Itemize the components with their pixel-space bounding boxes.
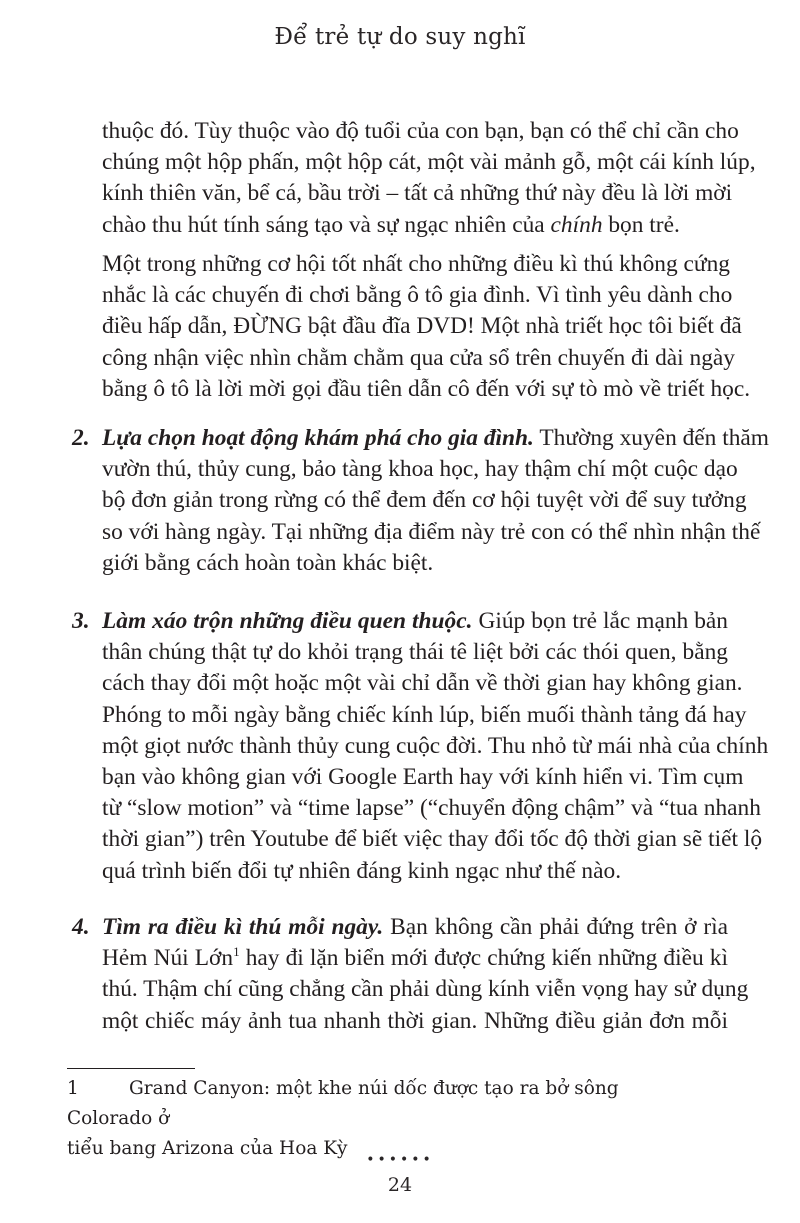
text-fragment: Bạn không cần phải đứng trên ở rìa [383,914,728,940]
text-line: thân chúng thật tự do khỏi trạng thái tê liệt bởi các thói quen, bằng [102,639,728,666]
text-line: kính thiên văn, bể cá, bầu trời – tất cả những thứ này đều là lời mời [102,180,733,207]
text-line: bằng ô tô là lời mời gọi đầu tiên dẫn cô đến với sự tò mò về triết học. [102,375,751,402]
text-line: từ “slow motion” và “time lapse” (“chuyển động chậm” và “tua nhanh [102,795,761,822]
emphasis-text: chính [550,211,603,238]
list-item-number: 4. [72,914,90,940]
text-line: nhắc là các chuyến đi chơi bằng ô tô gia đình. Vì tình yêu dành cho [102,282,733,309]
running-header-title: Để trẻ tự do suy nghĩ [274,24,526,50]
text-line: một chiếc máy ảnh tua nhanh thời gian. Những điều giản đơn mỗi [102,1007,728,1034]
text-fragment: chào thu hút tính sáng tạo và sự ngạc nhiên của [102,211,551,238]
footnote-line: tiểu bang Arizona của Hoa Kỳ [67,1138,348,1159]
page-number: 24 [387,1174,413,1196]
list-item-number: 2. [72,425,90,451]
continuation-paragraph [102,116,756,241]
list-item-3 [72,606,769,887]
text-fragment: Hẻm Núi Lớn [102,945,234,972]
list-item-title: Lựa chọn hoạt động khám phá cho gia đình. [102,425,534,451]
text-line: quá trình biến đổi tự nhiên đáng kinh ngạc như thế nào. [102,857,622,884]
body-paragraph [102,249,751,405]
text-line: một giọt nước thành thủy cung cuộc đời. Thu nhỏ từ mái nhà của chính [102,732,769,759]
text-fragment: bọn trẻ. [602,211,680,238]
text-line: so với hàng ngày. Tại những địa điểm này trẻ con có thể nhìn nhận thế [102,518,761,545]
text-line [102,943,728,974]
text-line [102,210,728,241]
footnote-line [67,1074,667,1134]
text-line: điều hấp dẫn, ĐỪNG bật đầu đĩa DVD! Một nhà triết học tôi biết đã [102,313,742,340]
text-line [102,606,728,637]
text-line: giới bằng cách hoàn toàn khác biệt. [102,549,434,576]
footnote-divider [67,1068,195,1069]
text-line [102,423,770,454]
footnote [67,1074,667,1164]
text-line: chúng một hộp phấn, một hộp cát, một vài mảnh gỗ, một cái kính lúp, [102,149,756,176]
text-line: bạn vào không gian với Google Earth hay với kính hiển vi. Tìm cụm [102,763,744,790]
text-fragment: hay đi lặn biển mới được chứng kiến những điều kì [239,945,728,972]
list-item-title: Làm xáo trộn những điều quen thuộc. [102,608,473,634]
page-ornament-dots: •••••• [366,1152,434,1168]
text-line: Phóng to mỗi ngày bằng chiếc kính lúp, biến muối thành tảng đá hay [102,701,747,728]
text-fragment: Giúp bọn trẻ lắc mạnh bản [472,608,729,634]
text-line [102,912,728,943]
list-item-2 [72,423,770,579]
list-item-4 [72,912,749,1037]
text-fragment: Thường xuyên đến thăm [533,425,770,451]
text-line: vườn thú, thủy cung, bảo tàng khoa học, hay thậm chí một cuộc dạo [102,456,738,483]
text-line: công nhận việc nhìn chằm chằm qua cửa sổ trên chuyến đi dài ngày [102,344,735,371]
text-line: cách thay đổi một hoặc một vài chỉ dẫn về thời gian hay không gian. [102,670,743,697]
text-line: thú. Thậm chí cũng chẳng cần phải dùng kính viễn vọng hay sử dụng [102,976,749,1003]
footnote-text: Grand Canyon: một khe núi dốc được tạo ra bở sông Colorado ở [67,1078,619,1129]
text-line: bộ đơn giản trong rừng có thể đem đến cơ hội tuyệt vời để suy tưởng [102,487,747,514]
text-line: thời gian”) trên Youtube để biết việc thay đổi tốc độ thời gian sẽ tiết lộ [102,826,763,853]
text-line: Một trong những cơ hội tốt nhất cho những điều kì thú không cứng [102,251,730,277]
list-item-number: 3. [72,608,90,634]
list-item-title: Tìm ra điều kì thú mỗi ngày. [102,914,384,940]
footnote-number: 1 [67,1078,79,1099]
text-line: thuộc đó. Tùy thuộc vào độ tuổi của con bạn, bạn có thể chỉ cần cho [102,118,739,144]
footnote-reference[interactable]: 1 [233,944,240,960]
